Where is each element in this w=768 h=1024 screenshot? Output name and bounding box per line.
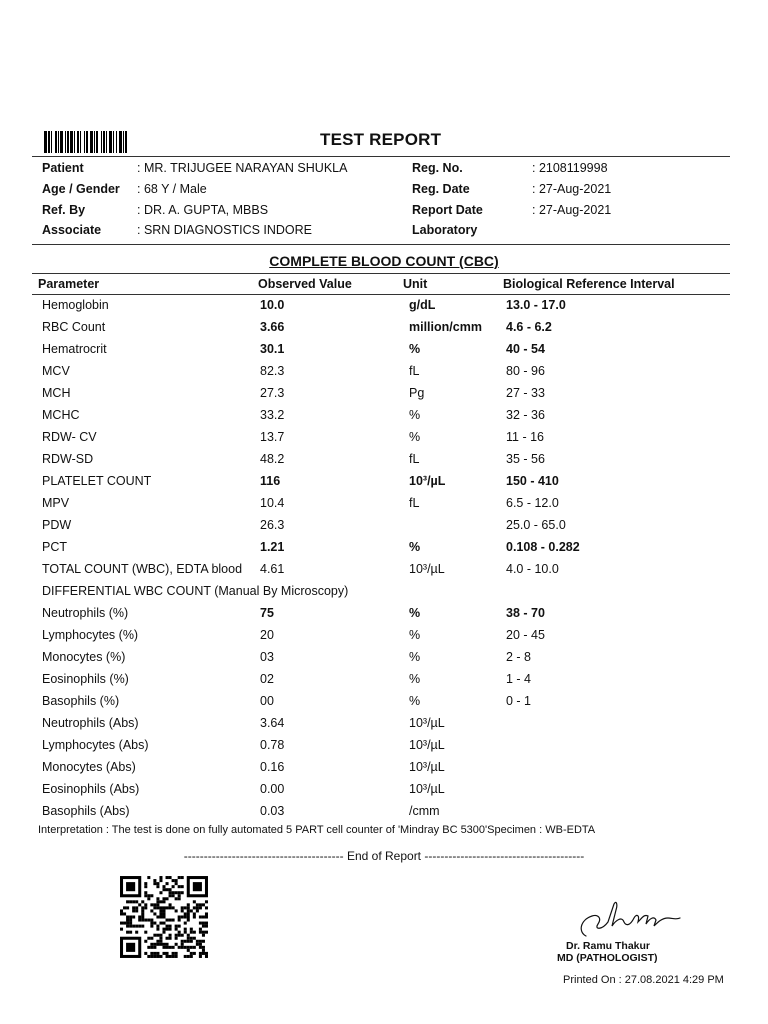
row-observed-value: 1.21 xyxy=(260,540,285,554)
table-row xyxy=(0,474,768,496)
row-parameter: Eosinophils (Abs) xyxy=(42,782,140,796)
ref-by-label: Ref. By xyxy=(42,203,86,217)
row-parameter: Neutrophils (%) xyxy=(42,606,129,620)
row-observed-value: 20 xyxy=(260,628,274,642)
row-unit: fL xyxy=(409,364,420,378)
row-unit: % xyxy=(409,430,421,444)
row-parameter: Hematrocrit xyxy=(42,342,107,356)
row-parameter: Hemoglobin xyxy=(42,298,109,312)
row-unit: 10³/µL xyxy=(409,716,445,730)
row-observed-value: 3.64 xyxy=(260,716,285,730)
row-unit: fL xyxy=(409,452,420,466)
report-title: TEST REPORT xyxy=(320,130,442,149)
table-row xyxy=(0,716,768,738)
end-of-report: ---------------------------------------- End of Report ---------------------------------------- xyxy=(183,849,585,863)
column-header-unit: Unit xyxy=(403,277,428,291)
row-unit: % xyxy=(409,540,421,554)
column-header-parameter: Parameter xyxy=(38,277,100,291)
row-parameter: Basophils (%) xyxy=(42,694,120,708)
table-row xyxy=(0,628,768,650)
row-reference-interval: 4.0 - 10.0 xyxy=(506,562,559,576)
age-gender-value: : 68 Y / Male xyxy=(137,182,207,196)
row-reference-interval: 40 - 54 xyxy=(506,342,545,356)
row-observed-value: 4.61 xyxy=(260,562,285,576)
row-observed-value: 10.4 xyxy=(260,496,285,510)
row-unit: 10³/µL xyxy=(409,782,445,796)
table-row xyxy=(0,738,768,760)
doctor-signature xyxy=(572,896,692,940)
row-reference-interval: 13.0 - 17.0 xyxy=(506,298,566,312)
row-observed-value: 3.66 xyxy=(260,320,285,334)
row-parameter: MCH xyxy=(42,386,71,400)
row-unit: g/dL xyxy=(409,298,436,312)
row-reference-interval: 38 - 70 xyxy=(506,606,545,620)
row-unit: % xyxy=(409,606,421,620)
qr-code xyxy=(120,876,208,958)
age-gender-label: Age / Gender xyxy=(42,182,120,196)
report-date-label: Report Date xyxy=(412,203,483,217)
row-unit: fL xyxy=(409,496,420,510)
row-reference-interval: 1 - 4 xyxy=(506,672,532,686)
row-parameter: MCV xyxy=(42,364,70,378)
row-reference-interval: 32 - 36 xyxy=(506,408,545,422)
table-divider-top xyxy=(32,273,730,274)
table-row xyxy=(0,650,768,672)
header-divider-bottom xyxy=(32,244,730,245)
row-parameter: RDW- CV xyxy=(42,430,97,444)
row-parameter: Basophils (Abs) xyxy=(42,804,130,818)
row-parameter: DIFFERENTIAL WBC COUNT (Manual By Microscopy) xyxy=(42,584,349,598)
row-reference-interval: 0.108 - 0.282 xyxy=(506,540,580,554)
row-observed-value: 13.7 xyxy=(260,430,285,444)
row-reference-interval: 11 - 16 xyxy=(506,430,544,444)
row-reference-interval: 27 - 33 xyxy=(506,386,545,400)
barcode xyxy=(44,131,220,153)
table-divider-header xyxy=(32,294,730,295)
row-reference-interval: 150 - 410 xyxy=(506,474,559,488)
row-observed-value: 00 xyxy=(260,694,274,708)
row-parameter: RBC Count xyxy=(42,320,106,334)
interpretation-note: Interpretation : The test is done on fully automated 5 PART cell counter of 'Mindray BC 5300'Specimen : WB-EDTA xyxy=(38,824,596,836)
row-parameter: Lymphocytes (Abs) xyxy=(42,738,149,752)
row-unit: 10³/µL xyxy=(409,474,446,488)
row-observed-value: 48.2 xyxy=(260,452,285,466)
row-parameter: RDW-SD xyxy=(42,452,94,466)
row-observed-value: 30.1 xyxy=(260,342,285,356)
row-reference-interval: 25.0 - 65.0 xyxy=(506,518,566,532)
doctor-degree: MD (PATHOLOGIST) xyxy=(557,952,658,964)
table-row xyxy=(0,386,768,408)
section-title xyxy=(0,253,768,269)
reg-date-label: Reg. Date xyxy=(412,182,470,196)
row-unit: 10³/µL xyxy=(409,760,445,774)
row-parameter: PDW xyxy=(42,518,72,532)
row-parameter: PLATELET COUNT xyxy=(42,474,152,488)
row-observed-value: 02 xyxy=(260,672,274,686)
row-parameter: MPV xyxy=(42,496,70,510)
table-row xyxy=(0,782,768,804)
associate-label: Associate xyxy=(42,223,102,237)
table-row xyxy=(0,562,768,584)
reg-date-value: : 27-Aug-2021 xyxy=(532,182,612,196)
table-row xyxy=(0,584,768,606)
table-row xyxy=(0,606,768,628)
row-observed-value: 0.16 xyxy=(260,760,285,774)
row-observed-value: 82.3 xyxy=(260,364,285,378)
row-reference-interval: 80 - 96 xyxy=(506,364,545,378)
table-row xyxy=(0,452,768,474)
row-parameter: TOTAL COUNT (WBC), EDTA blood xyxy=(42,562,243,576)
row-parameter: Lymphocytes (%) xyxy=(42,628,139,642)
row-unit: % xyxy=(409,628,421,642)
table-row xyxy=(0,430,768,452)
table-row xyxy=(0,672,768,694)
table-row xyxy=(0,540,768,562)
row-unit: % xyxy=(409,672,421,686)
row-reference-interval: 0 - 1 xyxy=(506,694,532,708)
row-observed-value: 75 xyxy=(260,606,274,620)
section-title-text: COMPLETE BLOOD COUNT (CBC) xyxy=(269,253,499,269)
row-reference-interval: 20 - 45 xyxy=(506,628,545,642)
reg-no-label: Reg. No. xyxy=(412,161,463,175)
table-row xyxy=(0,760,768,782)
reg-no-value: : 2108119998 xyxy=(532,161,608,175)
row-observed-value: 33.2 xyxy=(260,408,285,422)
table-row xyxy=(0,320,768,342)
row-reference-interval: 35 - 56 xyxy=(506,452,545,466)
row-parameter: Neutrophils (Abs) xyxy=(42,716,139,730)
header-divider-top xyxy=(32,156,730,157)
row-observed-value: 26.3 xyxy=(260,518,285,532)
row-parameter: MCHC xyxy=(42,408,80,422)
patient-value: : MR. TRIJUGEE NARAYAN SHUKLA xyxy=(137,161,348,175)
associate-value: : SRN DIAGNOSTICS INDORE xyxy=(137,223,313,237)
row-reference-interval: 2 - 8 xyxy=(506,650,532,664)
row-observed-value: 0.78 xyxy=(260,738,285,752)
row-observed-value: 10.0 xyxy=(260,298,285,312)
row-observed-value: 0.00 xyxy=(260,782,285,796)
row-unit: % xyxy=(409,342,421,356)
doctor-name: Dr. Ramu Thakur xyxy=(566,940,651,952)
row-unit: % xyxy=(409,408,421,422)
row-unit: Pg xyxy=(409,386,425,400)
report-date-value: : 27-Aug-2021 xyxy=(532,203,612,217)
ref-by-value: : DR. A. GUPTA, MBBS xyxy=(137,203,269,217)
table-row xyxy=(0,408,768,430)
column-header-reference-interval: Biological Reference Interval xyxy=(503,277,675,291)
table-row xyxy=(0,342,768,364)
table-row xyxy=(0,364,768,386)
row-unit: million/cmm xyxy=(409,320,482,334)
table-row xyxy=(0,518,768,540)
row-observed-value: 0.03 xyxy=(260,804,285,818)
row-unit: /cmm xyxy=(409,804,440,818)
row-reference-interval: 6.5 - 12.0 xyxy=(506,496,559,510)
table-row xyxy=(0,804,768,826)
row-unit: 10³/µL xyxy=(409,738,445,752)
row-unit: % xyxy=(409,650,421,664)
row-parameter: Monocytes (Abs) xyxy=(42,760,136,774)
row-observed-value: 03 xyxy=(260,650,274,664)
table-row xyxy=(0,496,768,518)
laboratory-label: Laboratory xyxy=(412,223,478,237)
row-observed-value: 27.3 xyxy=(260,386,285,400)
row-unit: % xyxy=(409,694,421,708)
printed-on: Printed On : 27.08.2021 4:29 PM xyxy=(563,974,724,986)
row-parameter: Monocytes (%) xyxy=(42,650,126,664)
row-parameter: Eosinophils (%) xyxy=(42,672,129,686)
row-observed-value: 116 xyxy=(260,474,281,488)
column-header-observed-value: Observed Value xyxy=(258,277,352,291)
row-parameter: PCT xyxy=(42,540,67,554)
row-unit: 10³/µL xyxy=(409,562,445,576)
row-reference-interval: 4.6 - 6.2 xyxy=(506,320,552,334)
patient-label: Patient xyxy=(42,161,84,175)
table-row xyxy=(0,694,768,716)
table-row xyxy=(0,298,768,320)
